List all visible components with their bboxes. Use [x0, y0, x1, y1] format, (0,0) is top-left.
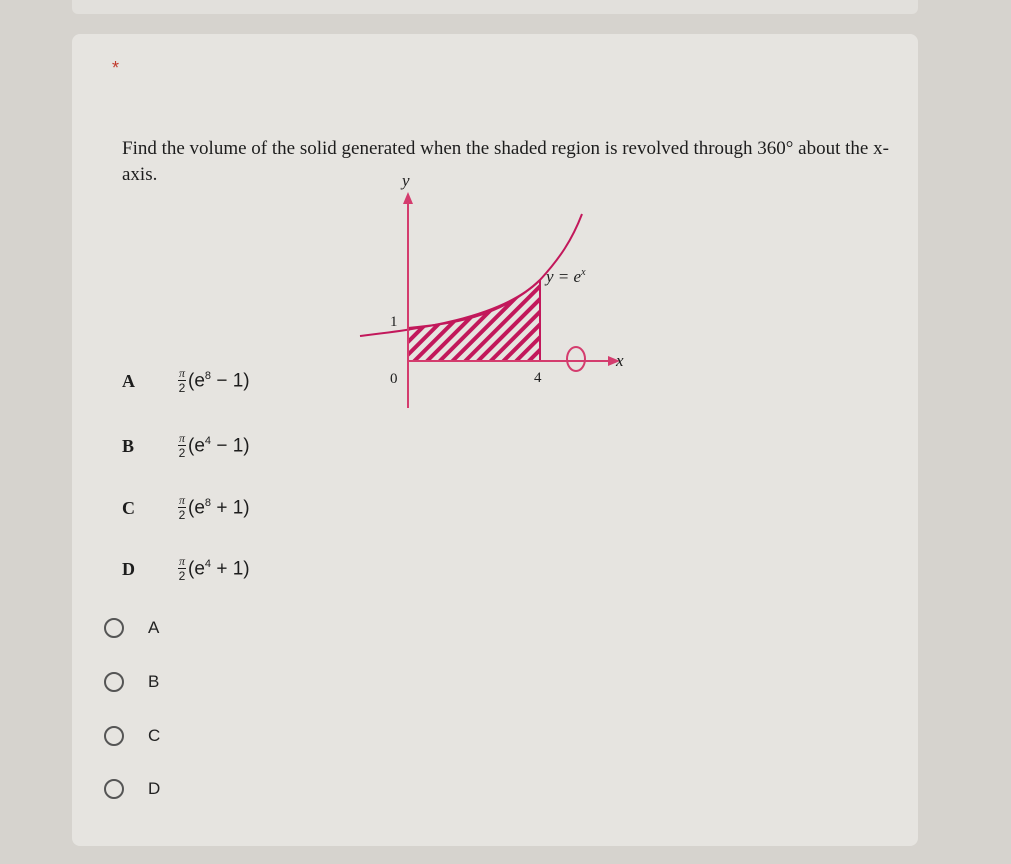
option-d	[122, 556, 250, 582]
option-b	[122, 433, 250, 459]
previous-card-edge	[72, 0, 918, 14]
rotation-symbol	[567, 347, 585, 371]
choice-label: C	[148, 726, 161, 745]
required-asterisk: *	[112, 58, 120, 78]
x-tick-label: 4	[534, 370, 542, 386]
origin-label: 0	[390, 371, 398, 387]
pi-over-two: $\frac{\pi}{2}$	[178, 431, 186, 460]
shaded-region	[408, 280, 540, 361]
radio-button[interactable]	[104, 779, 124, 799]
option-expression: $(e^8 + 1)$	[188, 496, 250, 519]
y-axis-label: y	[402, 171, 410, 190]
option-letter: A	[122, 370, 135, 391]
radio-button[interactable]	[104, 726, 124, 746]
x-axis-label: x	[616, 351, 624, 370]
y-axis-arrow	[403, 192, 413, 204]
option-letter: C	[122, 497, 135, 518]
option-a	[122, 368, 250, 394]
choice-d[interactable]	[104, 779, 160, 799]
y-tick-label: 1	[390, 314, 398, 330]
choice-label: B	[148, 672, 160, 691]
option-expression: $(e^4 - 1)$	[188, 434, 250, 457]
choice-c[interactable]	[104, 726, 160, 746]
radio-button[interactable]	[104, 672, 124, 692]
choice-b[interactable]	[104, 672, 159, 692]
choice-label: D	[148, 779, 161, 798]
choice-label: A	[148, 618, 160, 637]
option-c	[122, 495, 250, 521]
pi-over-two: $\frac{\pi}{2}$	[178, 554, 186, 583]
option-letter: B	[122, 435, 135, 456]
pi-over-two: $\frac{\pi}{2}$	[178, 366, 186, 395]
option-expression: $(e^8 - 1)$	[188, 369, 250, 392]
choice-a[interactable]	[104, 618, 159, 638]
region-graph	[350, 168, 650, 408]
question-text: Find the volume of the solid generated when the shaded region is revolved through 360° about the x-axis.	[122, 138, 889, 185]
radio-button[interactable]	[104, 618, 124, 638]
option-expression: $(e^4 + 1)$	[188, 557, 250, 580]
option-letter: D	[122, 558, 135, 579]
curve-label: $y = e^x$	[546, 267, 586, 286]
pi-over-two: $\frac{\pi}{2}$	[178, 493, 186, 522]
